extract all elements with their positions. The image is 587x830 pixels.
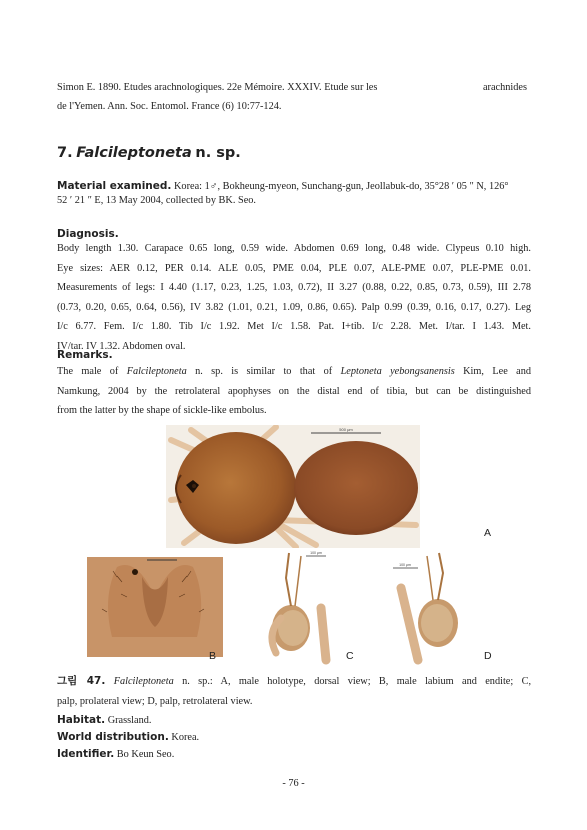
habitat-label: Habitat.: [57, 714, 106, 726]
species-number: 7.: [57, 145, 73, 161]
remarks-species: Leptoneta yebongsanensis: [340, 366, 455, 377]
material-line-2: 52 ′ 21 ″ E, 13 May 2004, collected by BK. Seo.: [57, 195, 257, 206]
diagnosis-line: (0.73, 0.20, 0.65, 0.64, 0.56), IV 3.82 (1.01, 0.21, 1.09, 0.86, 0.65). Palp 0.99 (0.39, 0.16, 0.17, 0.27). Leg: [57, 301, 531, 313]
reference-text-end: arachnides: [482, 82, 527, 93]
material-label: Material examined.: [57, 180, 172, 192]
diagnosis-line: I/c 6.77. Fem. I/c 1.80. Tib I/c 1.92. Met I/c 1.58. Pat. I+tib. I/c 2.28. Met. I/tar. I 1.43. Met.: [57, 321, 531, 332]
diagnosis-line: Measurements of legs: I 4.40 (1.17, 0.23, 1.25, 1.03, 0.72), II 3.27 (0.88, 0.22, 0.85, 0.73, 0.59), III 2.78: [57, 282, 531, 293]
remarks-block: [57, 362, 531, 421]
identifier-value: Bo Keun Seo.: [116, 749, 175, 760]
reference-text: Simon E. 1890. Etudes arachnologiques. 22e Mémoire. XXXIV. Etude sur les: [57, 82, 378, 93]
remarks-label: Remarks.: [57, 349, 113, 361]
reference-line-2: de l'Yemen. Ann. Soc. Entomol. France (6) 10:77-124.: [57, 101, 282, 112]
diagnosis-label: Diagnosis.: [57, 228, 119, 240]
page-number: - 76 -: [282, 778, 305, 789]
diagnosis-block: [57, 239, 531, 356]
scale-bar-a-label: 500 μm: [339, 427, 353, 432]
remarks-line-1: [57, 362, 531, 382]
figure-panel-d-photo: [383, 548, 477, 666]
panel-label-d: D: [484, 650, 492, 662]
identifier-label: Identifier.: [57, 748, 115, 760]
caption-line-1: [57, 672, 531, 692]
figure-panel-a-photo: [166, 425, 420, 548]
distribution-value: Korea.: [171, 732, 200, 743]
species-genus: Falcileptoneta: [76, 145, 192, 161]
diagnosis-line: Body length 1.30. Carapace 0.65 long, 0.59 wide. Abdomen 0.69 long, 0.48 wide. Clypeus 0.10 high.: [57, 243, 531, 254]
remarks-line-3: from the latter by the shape of sickle-like embolus.: [57, 405, 267, 416]
remarks-text: n. sp. is similar to that of: [195, 366, 333, 377]
figure-panel-b-photo: [87, 557, 223, 657]
diagnosis-line: IV/tar. IV 1.32. Abdomen oval.: [57, 340, 186, 352]
caption-label: 그림 47.: [57, 675, 106, 687]
distribution-label: World distribution.: [57, 731, 169, 743]
remarks-text: Kim, Lee and: [463, 366, 532, 377]
diagnosis-line: Eye sizes: AER 0.12, PER 0.14. ALE 0.05, PME 0.04, PLE 0.07, ALE-PME 0.07, PLE-PME 0.01.: [57, 262, 531, 274]
scale-bar-c-label: 100 μm: [310, 551, 322, 555]
remarks-genus: Falcileptoneta: [126, 366, 187, 377]
caption-genus: Falcileptoneta: [113, 676, 174, 687]
species-suffix: n. sp.: [195, 145, 241, 161]
panel-label-b: B: [209, 650, 217, 662]
figure-panel-c-photo: [251, 548, 365, 666]
remarks-text: The male of: [57, 366, 119, 377]
identifier-line: [57, 745, 174, 765]
caption-line-2: palp, prolateral view; D, palp, retrolateral view.: [57, 695, 253, 707]
remarks-line-2: Namkung, 2004 by the retrolateral apophyses on the distal end of tibia, but can be distinguished: [57, 385, 531, 397]
material-text: Korea: 1♂, Bokheung-myeon, Sunchang-gun, Jeollabuk-do, 35°28 ′ 05 ″ N, 126°: [174, 181, 509, 192]
habitat-value: Grassland.: [107, 715, 152, 726]
species-heading: [57, 145, 241, 162]
panel-label-a: A: [484, 527, 492, 539]
caption-text: n. sp.: A, male holotype, dorsal view; B, male labium and endite; C,: [182, 676, 532, 687]
panel-label-c: C: [346, 650, 354, 662]
reference-line-1: [57, 78, 527, 98]
figure-caption: [57, 672, 531, 711]
scale-bar-d-label: 100 μm: [399, 563, 411, 567]
